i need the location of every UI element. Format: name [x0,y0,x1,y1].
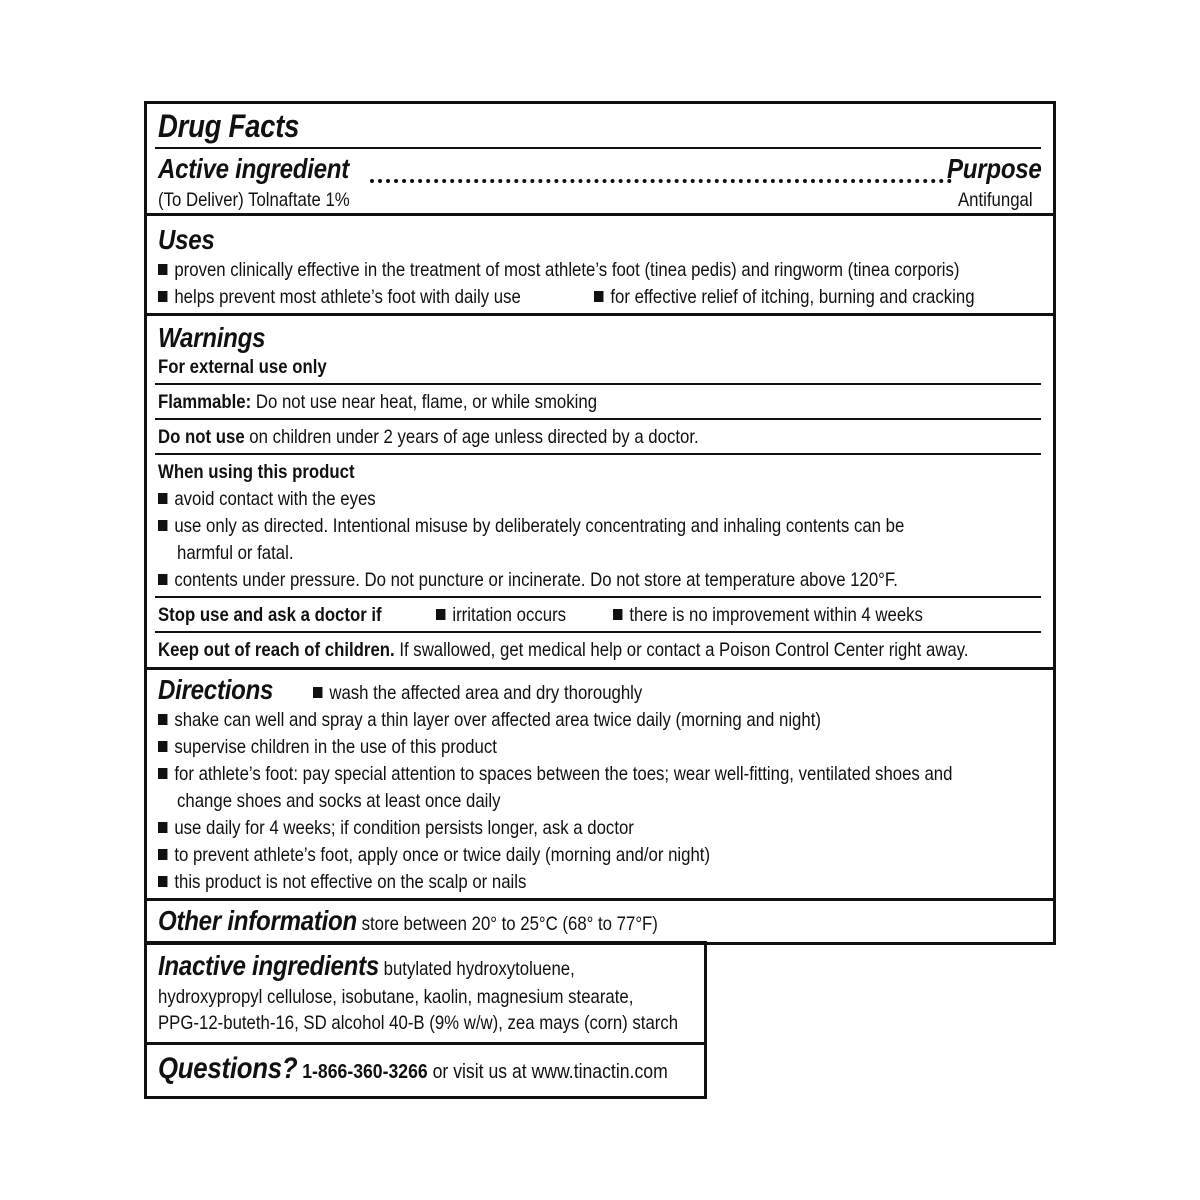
rule-after-flammable [155,418,1041,420]
inactive-ingredients-line: butylated hydroxytoluene, [383,958,575,980]
bullet-square-icon [158,741,167,752]
other-information-heading: Other information [158,905,357,936]
rule-after-uses [144,313,1056,316]
directions-item: shake can well and spray a thin layer over affected area twice daily (morning and night) [158,708,821,732]
when-using-item-continued: harmful or fatal. [177,542,294,564]
rule-after-external [155,383,1041,385]
bullet-square-icon [158,849,167,860]
when-using-item: avoid contact with the eyes [158,487,376,511]
active-ingredient-text: (To Deliver) Tolnaftate 1% [158,189,350,211]
rule-after-inactive [144,1042,707,1045]
flammable-warning: Flammable: Do not use near heat, flame, or while smoking [158,391,598,413]
uses-heading: Uses [158,224,215,255]
bullet-square-icon [158,714,167,725]
bullet-square-icon [158,822,167,833]
bullet-square-icon [594,291,603,302]
questions-text: or visit us at www.tinactin.com [427,1060,668,1083]
uses-item: for effective relief of itching, burning and cracking [594,285,975,309]
leader-dots [370,179,952,183]
rule-after-donotuse [155,453,1041,455]
bullet-square-icon [613,609,622,620]
directions-heading: Directions [158,674,274,705]
rule-after-warnings [144,667,1056,670]
directions-item: wash the affected area and dry thoroughly [313,681,642,705]
bullet-square-icon [158,876,167,887]
external-use-text: For external use only [158,356,327,378]
rule-after-whenusing [155,596,1041,598]
active-ingredient-heading: Active ingredient [158,153,349,184]
rule-after-stop [155,631,1041,633]
purpose-heading: Purpose [947,153,1042,184]
bullet-square-icon [158,264,167,275]
purpose-text: Antifungal [958,189,1033,211]
bullet-square-icon [158,520,167,531]
directions-item: this product is not effective on the scalp or nails [158,870,526,894]
bullet-square-icon [313,687,322,698]
when-using-heading: When using this product [158,461,355,483]
warnings-heading: Warnings [158,322,266,353]
directions-item: to prevent athlete’s foot, apply once or twice daily (morning and/or night) [158,843,710,867]
inactive-ingredients-line: PPG-12-buteth-16, SD alcohol 40-B (9% w/w), zea mays (corn) starch [158,1012,679,1034]
inactive-ingredients-line: hydroxypropyl cellulose, isobutane, kaolin, magnesium stearate, [158,986,634,1008]
bullet-square-icon [158,291,167,302]
do-not-use-warning: Do not use on children under 2 years of age unless directed by a doctor. [158,426,699,448]
rule-under-title [155,147,1041,149]
rule-after-directions [144,898,1056,901]
keep-out-of-reach-warning: Keep out of reach of children. If swallowed, get medical help or contact a Poison Control Center right away. [158,639,969,661]
directions-item: supervise children in the use of this product [158,735,497,759]
bullet-square-icon [158,493,167,504]
questions-heading: Questions? [158,1052,298,1085]
stop-use-item: irritation occurs [436,603,566,627]
when-using-item: use only as directed. Intentional misuse by deliberately concentrating and inhaling contents can be [158,514,904,538]
rule-after-active [144,213,1056,216]
stop-use-item: there is no improvement within 4 weeks [613,603,923,627]
uses-item: helps prevent most athlete’s foot with daily use [158,285,521,309]
other-information [158,904,658,938]
bullet-square-icon [158,574,167,585]
questions [158,1051,668,1087]
bullet-square-icon [436,609,445,620]
questions-phone: 1-866-360-3266 [302,1060,428,1083]
when-using-item: contents under pressure. Do not puncture or incinerate. Do not store at temperature above 120°F. [158,568,898,592]
other-information-text: store between 20° to 25°C (68° to 77°F) [356,913,658,935]
directions-item-continued: change shoes and socks at least once daily [177,790,501,812]
page-title: Drug Facts [158,108,300,144]
inactive-ingredients [158,949,575,983]
uses-item: proven clinically effective in the treatment of most athlete’s foot (tinea pedis) and ringworm (tinea corporis) [158,258,959,282]
bullet-square-icon [158,768,167,779]
directions-item: for athlete’s foot: pay special attention to spaces between the toes; wear well-fitting, ventilated shoes and [158,762,952,786]
stop-use-label: Stop use and ask a doctor if [158,604,382,626]
directions-item: use daily for 4 weeks; if condition persists longer, ask a doctor [158,816,634,840]
inactive-ingredients-heading: Inactive ingredients [158,950,379,981]
